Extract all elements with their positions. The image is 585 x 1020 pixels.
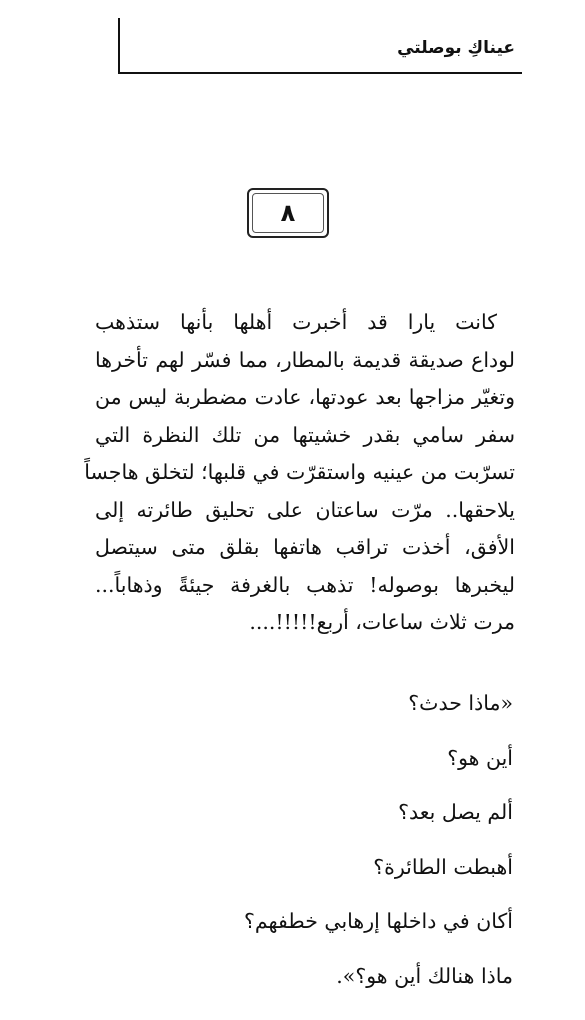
paragraph-line: الأفق، أخذت تراقب هاتفها بقلق متى سيتصل xyxy=(95,535,515,559)
question-line: أين هو؟ xyxy=(447,745,513,770)
chapter-number: ٨ xyxy=(280,199,296,227)
question-line: ألم يصل بعد؟ xyxy=(398,800,513,824)
header-horizontal-rule xyxy=(118,72,522,74)
questions-list xyxy=(93,684,513,1011)
paragraph-line: كانت يارا قد أخبرت أهلها بأنها ستذهب xyxy=(95,310,497,334)
question-line: أهبطت الطائرة؟ xyxy=(373,854,513,879)
paragraph-line: يلاحقها.. مرّت ساعتان على تحليق طائرته إلى xyxy=(95,497,515,522)
paragraph-line: لوداع صديقة قديمة بالمطار، مما فسّر لهم تأخرها xyxy=(95,347,515,372)
paragraph-line: مرت ثلاث ساعات، أربع!!!!!.... xyxy=(249,610,515,634)
body-paragraph xyxy=(84,304,515,642)
paragraph-line: تسرّبت من عينيه واستقرّت في قلبها؛ لتخلق هاجساً xyxy=(84,460,515,484)
header-vertical-rule xyxy=(118,18,120,74)
question-line: «ماذا حدث؟ xyxy=(408,691,513,715)
paragraph-line: ليخبرها بوصوله! تذهب بالغرفة جيئةً وذهاباً... xyxy=(95,572,515,597)
question-line: ماذا هنالك أين هو؟». xyxy=(336,963,513,988)
paragraph-line: وتغيّر مزاجها بعد عودتها، عادت مضطربة ليس من xyxy=(95,385,515,409)
chapter-number-inner-frame xyxy=(252,193,324,233)
question-line: أكان في داخلها إرهابي خطفهم؟ xyxy=(244,909,513,933)
running-title: عيناكِ بوصلتي xyxy=(397,38,515,58)
paragraph-line: سفر سامي بقدر خشيتها من تلك النظرة التي xyxy=(95,422,515,447)
chapter-number-box xyxy=(247,188,329,238)
